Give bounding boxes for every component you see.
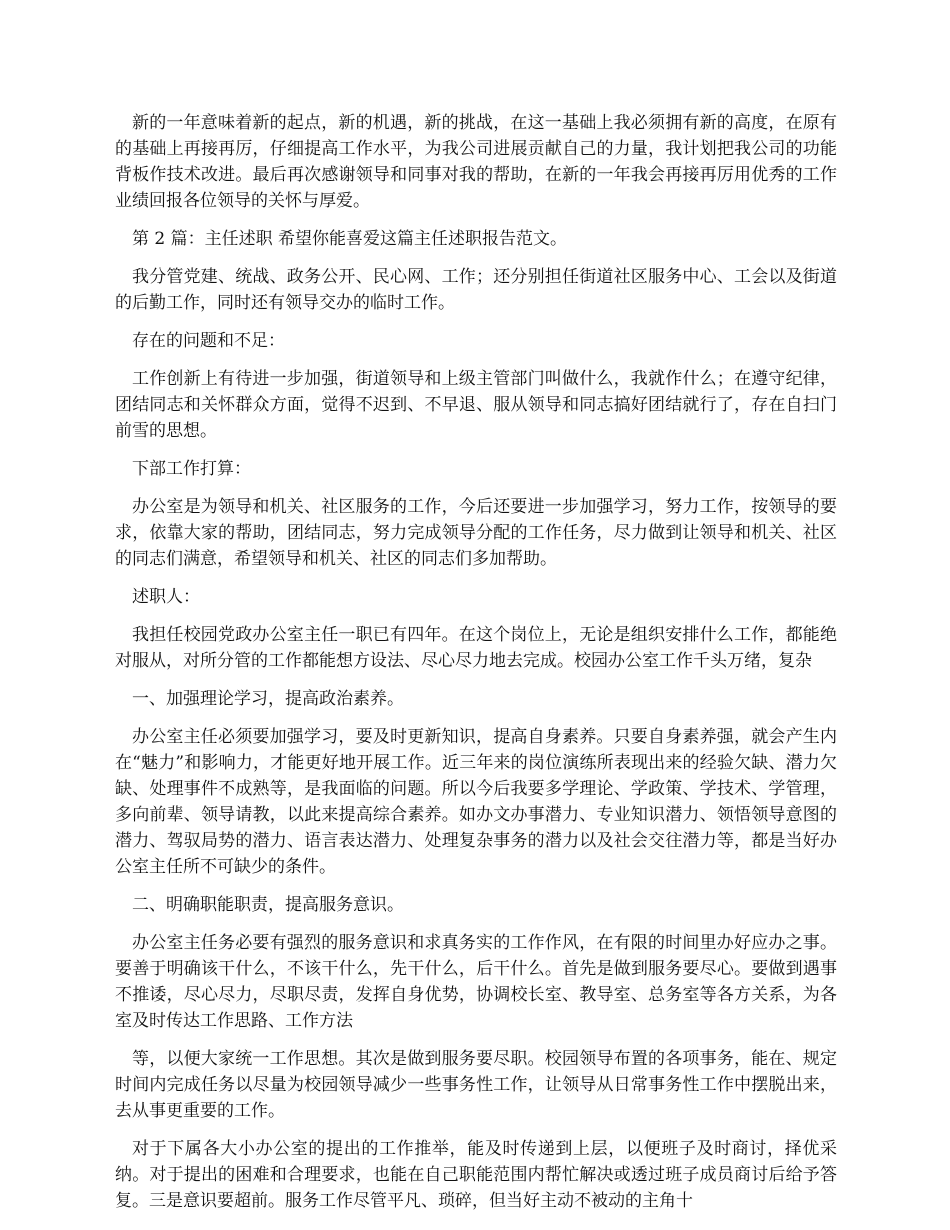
paragraph-reporter-label: 述职人：: [132, 587, 200, 607]
paragraph-section-three: 对于下属各大小办公室的提出的工作推举，能及时传递到上层，以便班子及时商讨，择优采纳。对于提出的困难和合理要求，也能在自己职能范围内帮忙解决或透过班子成员商讨后给予答复。三是意识要超前。服务工作尽管平凡、琐碎，但当好主动不被动的主角十: [115, 1139, 837, 1211]
paragraph-problems: 工作创新上有待进一步加强，街道领导和上级主管部门叫做什么，我就作什么；在遵守纪律，团结同志和关怀群众方面，觉得不迟到、不早退、服从领导和同志搞好团结就行了，存在自扫门前雪的思想。: [115, 369, 837, 441]
paragraph-plan-heading: 下部工作打算：: [132, 459, 251, 479]
paragraph-intro-closing: 新的一年意味着新的起点，新的机遇，新的挑战，在这一基础上我必须拥有新的高度，在原有的基础上再接再厉，仔细提高工作水平，为我公司进展贡献自己的力量，我计划把我公司的功能背板作技术改进。最后再次感谢领导和同事对我的帮助，在新的一年我会再接再厉用优秀的工作业绩回报各位领导的关怀与厚爱。: [115, 113, 837, 211]
document-body: [115, 110, 837, 1226]
paragraph-section-one: 办公室主任必须要加强学习，要及时更新知识，提高自身素养。只要自身素养强，就会产生内在“魅力”和影响力，才能更好地开展工作。近三年来的岗位演练所表现出来的经验欠缺、潜力欠缺、处理事件不成熟等，是我面临的问题。所以今后我要多学理论、学政策、学技术、学管理，多向前辈、领导请教，以此来提高综合素养。如办文办事潜力、专业知识潜力、领悟领导意图的潜力、驾驭局势的潜力、语言表达潜力、处理复杂事务的潜力以及社会交往潜力等，都是当好办公室主任所不可缺少的条件。: [115, 727, 837, 877]
paragraph-section-two-continued: 等，以便大家统一工作思想。其次是做到服务要尽职。校园领导布置的各项事务，能在、规定时间内完成任务以尽量为校园领导减少一些事务性工作，让领导从日常事务性工作中摆脱出来，去从事更重要的工作。: [115, 1049, 837, 1121]
paragraph-plan: 办公室是为领导和机关、社区服务的工作，今后还要进一步加强学习，努力工作，按领导的要求，依靠大家的帮助，团结同志，努力完成领导分配的工作任务，尽力做到让领导和机关、社区的同志们满意，希望领导和机关、社区的同志们多加帮助。: [115, 497, 837, 569]
paragraph-section-two-heading: 二、明确职能职责，提高服务意识。: [132, 895, 404, 915]
paragraph-section-one-heading: 一、加强理论学习，提高政治素养。: [132, 689, 404, 709]
paragraph-responsibilities: 我分管党建、统战、政务公开、民心网、工作；还分别担任街道社区服务中心、工会以及街道的后勤工作，同时还有领导交办的临时工作。: [115, 267, 837, 313]
paragraph-section-two: 办公室主任务必要有强烈的服务意识和求真务实的工作作风，在有限的时间里办好应办之事。要善于明确该干什么，不该干什么，先干什么，后干什么。首先是做到服务要尽心。要做到遇事不推诿，尽心尽力，尽职尽责，发挥自身优势，协调校长室、教导室、总务室等各方关系，为各室及时传达工作思路、工作方法: [115, 933, 837, 1031]
paragraph-article-heading: 第 2 篇：主任述职 希望你能喜爱这篇主任述职报告范文。: [132, 229, 568, 249]
paragraph-problems-heading: 存在的问题和不足：: [132, 331, 285, 351]
paragraph-role-intro: 我担任校园党政办公室主任一职已有四年。在这个岗位上，无论是组织安排什么工作，都能绝对服从，对所分管的工作都能想方设法、尽心尽力地去完成。校园办公室工作千头万绪，复杂: [115, 625, 837, 671]
